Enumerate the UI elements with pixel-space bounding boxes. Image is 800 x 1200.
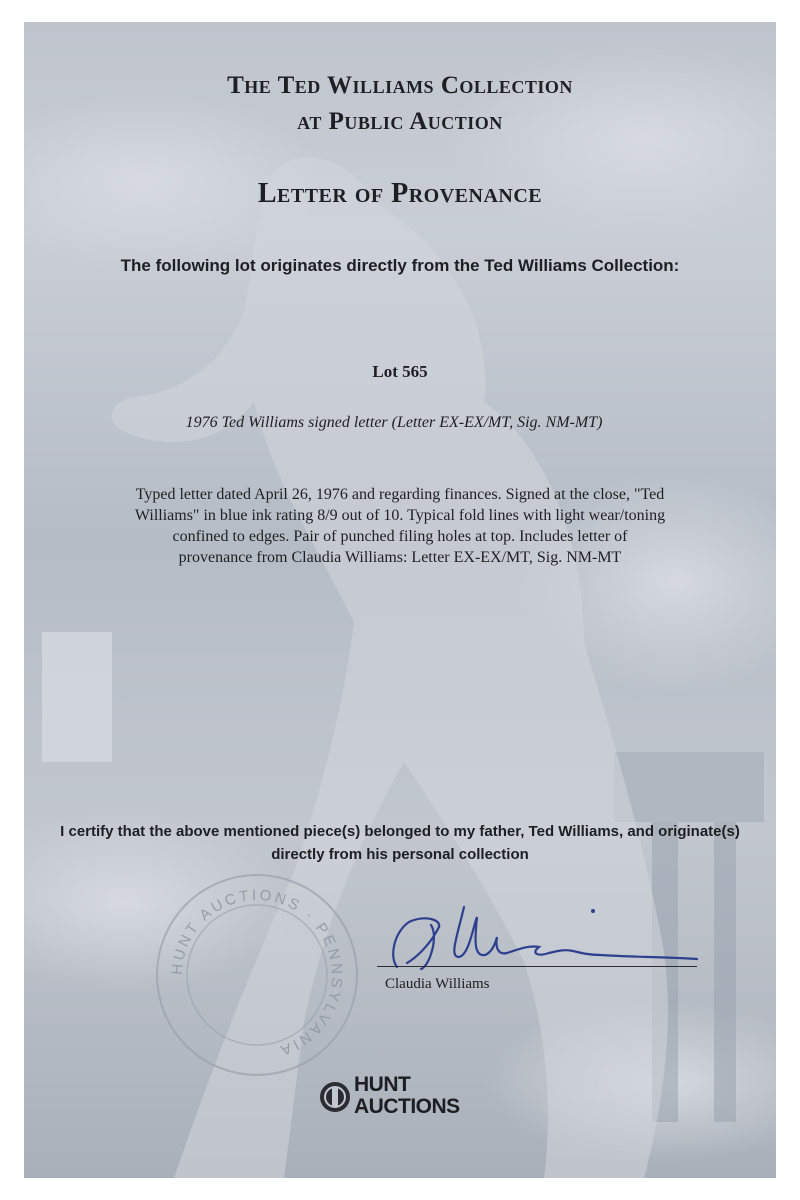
handwritten-signature xyxy=(369,897,699,977)
provenance-letter xyxy=(24,22,776,1178)
hunt-auctions-logo xyxy=(318,1070,498,1126)
intro-text: The following lot originates directly from the Ted Williams Collection: xyxy=(120,256,680,275)
logo-line-2: AUCTIONS xyxy=(354,1095,460,1118)
svg-text:HUNT AUCTIONS · PENNSYLVANIA xyxy=(169,887,346,1060)
seal-icon xyxy=(318,1072,352,1122)
certification-statement: I certify that the above mentioned piece(s) belonged to my father, Ted Williams, and originate(s) directly from his personal collection xyxy=(60,823,740,863)
signature-line xyxy=(377,966,697,967)
logo-line-1: HUNT xyxy=(354,1073,411,1096)
embossed-seal xyxy=(142,860,372,1090)
letter-content xyxy=(24,22,776,1178)
collection-title: The Ted Williams Collection xyxy=(227,72,573,99)
signer-name: Claudia Williams xyxy=(385,976,490,992)
collection-subtitle: at Public Auction xyxy=(297,108,503,135)
logo-wordmark xyxy=(354,1074,460,1118)
letter-heading: Letter of Provenance xyxy=(257,178,543,209)
lot-title: 1976 Ted Williams signed letter (Letter EX-EX/MT, Sig. NM-MT) xyxy=(185,414,603,431)
seal-text: HUNT AUCTIONS · PENNSYLVANIA xyxy=(168,886,346,1060)
lot-number: Lot 565 xyxy=(372,362,428,381)
lot-description: Typed letter dated April 26, 1976 and regarding finances. Signed at the close, "Ted Williams" in blue ink rating 8/9 out of 10. Typical fold lines with light wear/toning confined to edges. Pair of punched filing holes at top. Includes letter of provenance from Claudia Williams: Letter EX-EX/MT, Sig. NM-MT xyxy=(134,486,666,566)
